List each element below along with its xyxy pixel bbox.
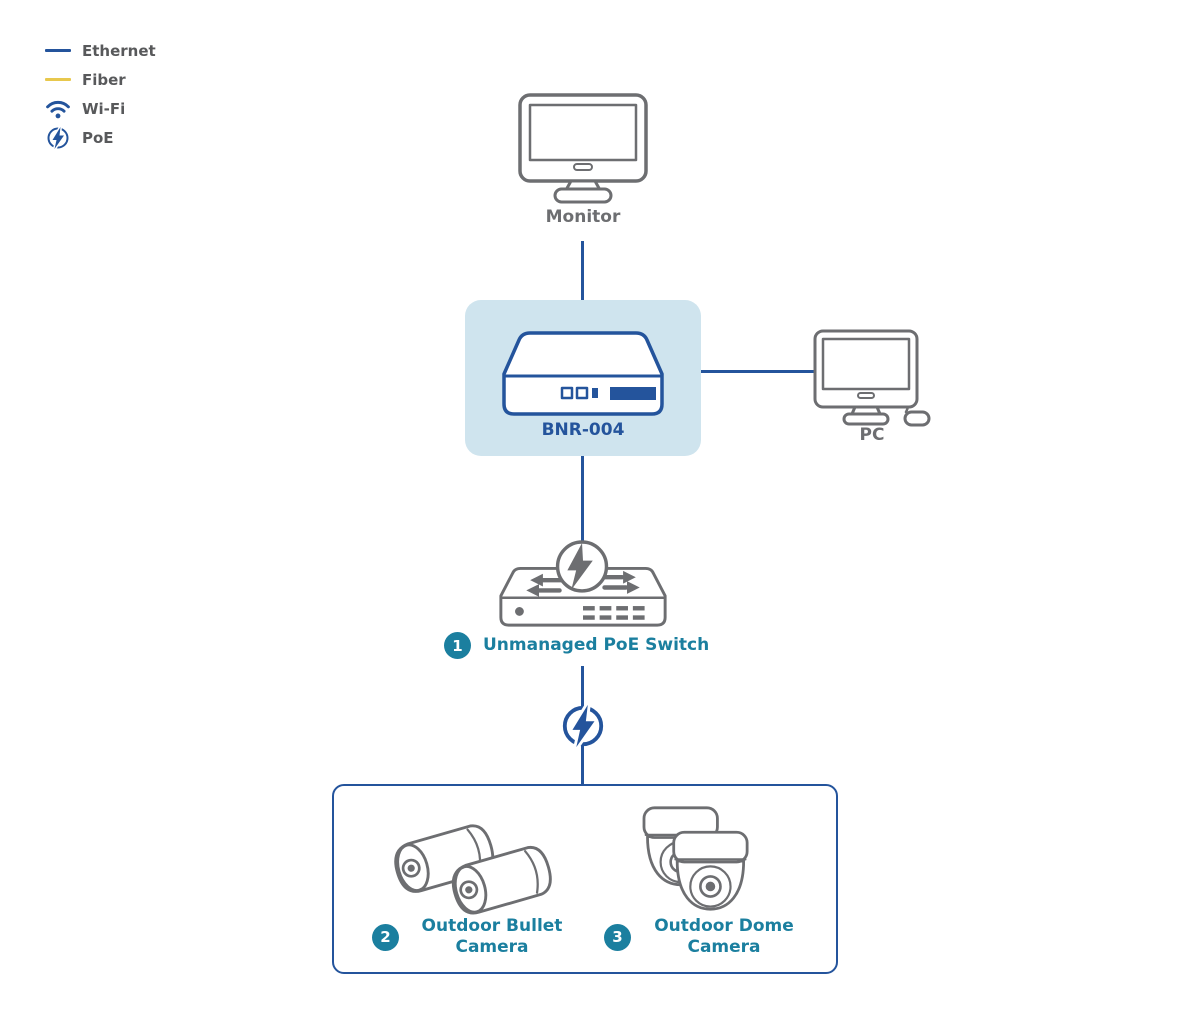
ethernet-line-nvr-switch	[581, 456, 584, 544]
fiber-line-icon	[45, 78, 71, 81]
nvr-icon	[498, 330, 668, 418]
legend-item-poe	[44, 123, 156, 152]
step-badge-1: 1	[444, 632, 471, 659]
wifi-icon	[45, 98, 71, 120]
legend-label: PoE	[82, 128, 114, 147]
legend-label: Ethernet	[82, 41, 156, 60]
legend-item-fiber	[44, 65, 156, 94]
step-badge-3: 3	[604, 924, 631, 951]
ethernet-line-monitor-nvr	[581, 241, 584, 302]
legend-item-wifi	[44, 94, 156, 123]
pc-icon	[813, 329, 931, 427]
dome-camera-icon	[637, 806, 755, 911]
poe-icon	[46, 126, 70, 150]
monitor-icon	[517, 92, 649, 204]
bullet-camera-label: Outdoor Bullet Camera	[421, 916, 563, 958]
nvr-box	[465, 300, 701, 456]
poe-switch-icon	[495, 539, 671, 635]
step-badge-2: 2	[372, 924, 399, 951]
legend	[44, 36, 156, 152]
bullet-camera-label-row	[372, 916, 573, 959]
dome-camera-label: Outdoor Dome Camera	[654, 916, 794, 958]
poe-switch-label-row	[444, 632, 709, 659]
poe-icon	[560, 703, 606, 749]
dome-camera-label-row	[604, 916, 805, 959]
legend-item-ethernet	[44, 36, 156, 65]
bullet-camera-icon	[380, 812, 560, 920]
pc-label: PC	[859, 425, 885, 445]
ethernet-line-icon	[45, 49, 71, 52]
legend-label: Wi-Fi	[82, 99, 126, 118]
nvr-label: BNR-004	[541, 420, 625, 440]
monitor-label: Monitor	[545, 207, 621, 227]
legend-label: Fiber	[82, 70, 126, 89]
poe-switch-label: Unmanaged PoE Switch	[483, 634, 710, 655]
ethernet-line-nvr-pc	[701, 370, 817, 373]
